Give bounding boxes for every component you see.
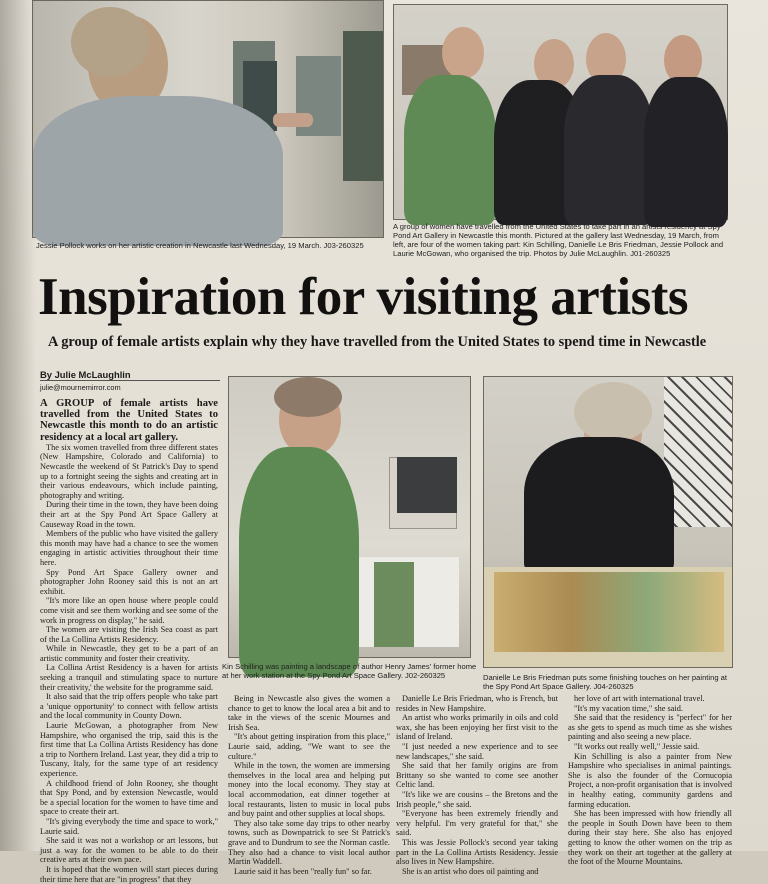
article-column-4 [568, 694, 732, 867]
paragraph: She has been impressed with how friendly all the people in South Down have been to them during their stay here. She also has enjoyed getting to know the other women on the trip as they work on their art together at the gallery at the foot of the Mourne Mountains. [568, 809, 732, 867]
paragraph: A childhood friend of John Rooney, she thought that Spy Pond, and by extension Newcastle, would be a special location for the women to have time and space to create their art. [40, 778, 218, 817]
article-column-1 [40, 398, 218, 884]
paragraph: La Collina Artist Residency is a haven for artists seeking a tranquil and stimulating space to nurture their creativity,' the website for the programme said. [40, 663, 218, 692]
author-email: julie@mournemirror.com [40, 383, 121, 392]
paragraph: Laurie McGowan, a photographer from New Hampshire, who organised the trip, said this is the first time that La Collina Artists Residency has done a trip to Northern Ireland. Last year, they did a trip to Tuscany, Italy, for the same type of art residency experience. [40, 721, 218, 778]
paragraph: "It's giving everybody the time and space to work," Laurie said. [40, 816, 218, 836]
paragraph: Danielle Le Bris Friedman, who is French, but resides in New Hampshire. [396, 694, 558, 713]
paragraph: They also take some day trips to other nearby towns, such as Downpatrick to see St Patrick's grave and to Dundrum to see the Norman castle. They also had a chance to visit local author Martin Waddell. [228, 818, 390, 867]
caption-photo1: Jessie Pollock works on her artistic creation in Newcastle last Wednesday, 19 March. J03-260325 [36, 241, 364, 250]
paragraph: "I just needed a new experience and to see new landscapes," she said. [396, 741, 558, 761]
paragraph: During their time in the town, they have been doing their art at the Spy Pond Art Space Gallery at Causeway Road in the town. [40, 500, 218, 529]
paragraph: The six women travelled from three different states (New Hampshire, Colorado and California) to Newcastle the weekend of St Patrick's Day to spend up to a fortnight seeing the sights and creating art in their various endeavours, which include painting, photography and writing. [40, 442, 218, 500]
paragraph: She said that the residency is "perfect" for her as she gets to spend as much time as she wishes painting and also seeing a new place. [568, 713, 732, 742]
paragraph: "It works out really well," Jessie said. [574, 741, 700, 751]
byline: By Julie McLaughlin [40, 369, 131, 380]
paragraph: "It's like we are cousins – the Bretons and the Irish people," she said. [396, 789, 558, 809]
paragraph: This was Jessie Pollock's second year taking part in the La Collina Artists Residency. Jessie also lives in New Hampshire. [396, 837, 558, 867]
caption-photo3: Kin Schilling was painting a landscape of author Henry James' former home at her work station at the Spy Pond Art Space Gallery. J02-260325 [222, 662, 477, 680]
paragraph: Kin Schilling is also a painter from New Hampshire who specialises in animal paintings. She is also the founder of the Cornucopia Project, a non-profit organisation that is involved in healthy eating, community gardens and farming education. [568, 751, 732, 809]
paragraph: Being in Newcastle also gives the women a chance to get to know the local area a bit and to take in the views of the scenic Mournes and Irish Sea. [228, 694, 390, 732]
lead-paragraph: A GROUP of female artists have travelled from the United States to Newcastle this month to do an artistic residency at a local art gallery. [40, 398, 218, 443]
paragraph: It is hoped that the women will start pieces during their time here that are "in progress" that they [40, 864, 218, 884]
standfirst: A group of female artists explain why they have travelled from the United States to spend time in Newcastle [48, 334, 707, 350]
paragraph: She said it was not a workshop or art lessons, but just a way for the women to be able to do their creative arts at their own pace. [40, 836, 218, 865]
page-shadow [0, 0, 36, 851]
paragraph: her love of art with international travel. [574, 694, 705, 703]
paragraph: She said that her family origins are from Brittany so she wanted to come see another Celtic land. [396, 761, 558, 790]
byline-rule [40, 380, 220, 381]
paragraph: Members of the public who have visited the gallery this month may have had a chance to see the women engaging in artistic activities throughout their time here. [40, 529, 218, 567]
paragraph: While in Newcastle, they get to be a part of an artistic community and foster their creativity. [40, 644, 218, 663]
paragraph: An artist who works primarily in oils and cold wax, she has been enjoying her first visit to the island of Ireland. [396, 713, 558, 742]
paragraph: While in the town, the women are immersing themselves in the local area and helping put money into the local economy. They stay at local accommodation, eat dinner together at local restaurants, listen to music in local pubs and buy paint and other supplies at local shops. [228, 761, 390, 819]
photo-danielle-painting [483, 376, 733, 668]
photo-kin-schilling [228, 376, 471, 658]
article-column-3 [396, 694, 558, 876]
paragraph: "Everyone has been extremely friendly and very helpful. I'm very grateful for that," she said. [396, 809, 558, 838]
paragraph: Spy Pond Art Space Gallery owner and photographer John Rooney said this is not an art exhibit. [40, 567, 218, 596]
paragraph: "It's more like an open house where people could come visit and see them working and see some of the work in progress on display," he said. [40, 596, 218, 625]
photo-jessie-painting [32, 0, 384, 238]
paragraph: "It's about getting inspiration from this place," Laurie said, adding, "We want to see the culture." [228, 732, 390, 761]
photo-group-women [393, 4, 728, 220]
headline: Inspiration for visiting artists [38, 268, 688, 326]
paragraph: Laurie said it has been "really fun" so far. [234, 866, 372, 876]
paragraph: It also said that the trip offers people who take part a 'unique opportunity' to connect with fellow artists and the local community in County Down. [40, 692, 218, 721]
caption-photo2: A group of women have travelled from the United States to take part in an artists residency at Spy Pond Art Gallery in Newcastle this month. Pictured at the gallery last Wednesday, 19 March, from left, are four of the women taking part: Kin Schilling, Danielle Le Bris Friedman, Jessie Pollock and Laurie McGowan, who organised the trip. Photos by Julie McLaughlin. J01-260325 [393, 222, 724, 258]
paragraph: The women are visiting the Irish Sea coast as part of the La Collina Artists Residency. [40, 625, 218, 644]
paragraph: She is an artist who does oil painting and [402, 866, 539, 876]
article-column-2 [228, 694, 390, 876]
caption-photo4: Danielle Le Bris Friedman puts some finishing touches on her painting at the Spy Pond Art Space Gallery. J04-260325 [483, 673, 727, 691]
paragraph: "It's my vacation time," she said. [574, 703, 683, 713]
